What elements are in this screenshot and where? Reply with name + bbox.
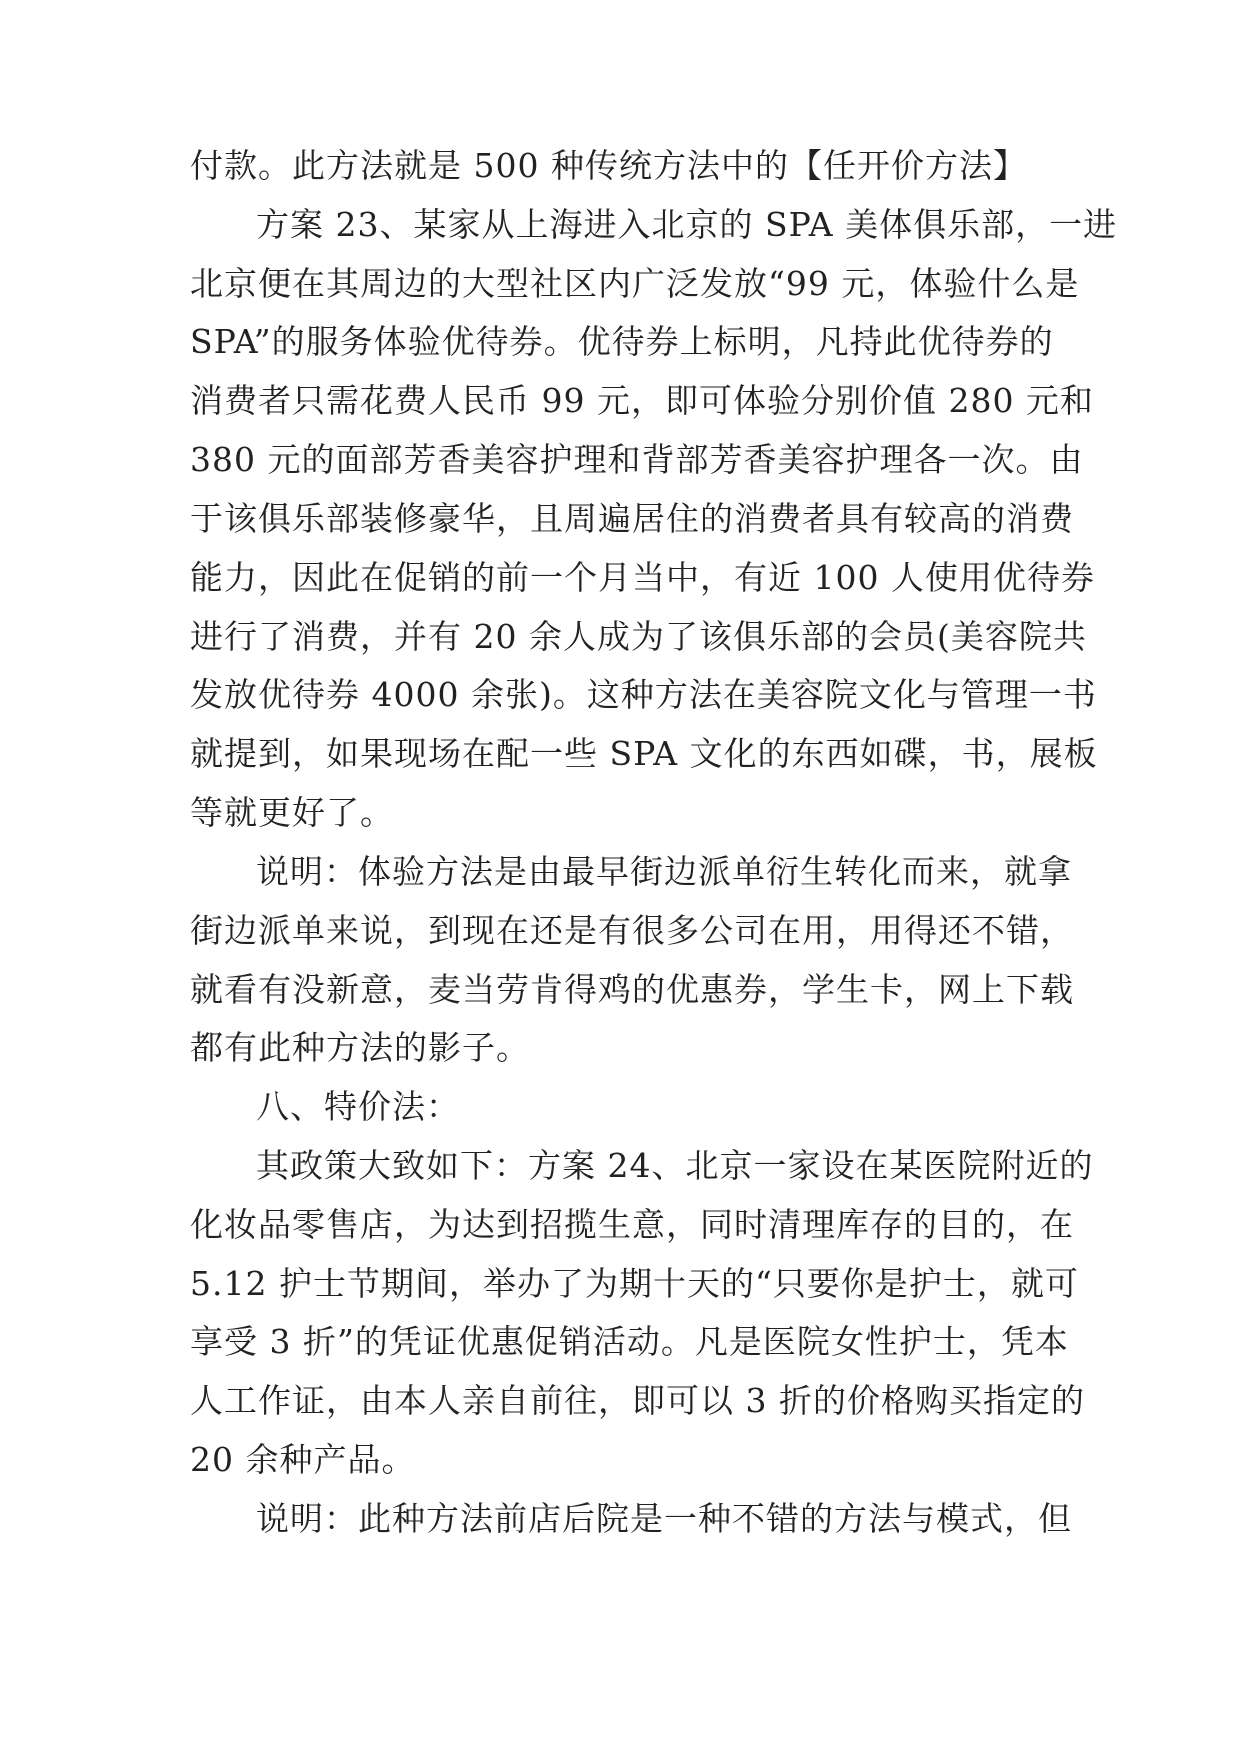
text-line: 就提到，如果现场在配一些 SPA 文化的东西如碟，书，展板: [190, 734, 1098, 773]
text-line: 其政策大致如下：方案 24、北京一家设在某医院附近的: [256, 1146, 1094, 1185]
text-line: 进行了消费，并有 20 余人成为了该俱乐部的会员(美容院共: [190, 617, 1087, 656]
text-line: 发放优待券 4000 余张)。这种方法在美容院文化与管理一书: [190, 675, 1097, 714]
text-line: 消费者只需花费人民币 99 元，即可体验分别价值 280 元和: [190, 381, 1094, 420]
text-line: 说明：体验方法是由最早街边派单衍生转化而来，就拿: [256, 852, 1072, 891]
text-line: 能力，因此在促销的前一个月当中，有近 100 人使用优待券: [190, 558, 1095, 597]
text-line: 于该俱乐部装修豪华，且周遍居住的消费者具有较高的消费: [190, 499, 1074, 538]
text-line: 等就更好了。: [190, 793, 394, 832]
text-line: 就看有没新意，麦当劳肯得鸡的优惠券，学生卡，网上下载: [190, 970, 1074, 1009]
text-line: 付款。此方法就是 500 种传统方法中的【任开价方法】: [190, 146, 1027, 185]
text-line: 化妆品零售店，为达到招揽生意，同时清理库存的目的，在: [190, 1205, 1074, 1244]
section-heading: 八、特价法：: [256, 1087, 460, 1126]
text-line: 街边派单来说，到现在还是有很多公司在用，用得还不错，: [190, 911, 1074, 950]
text-line: 20 余种产品。: [190, 1440, 416, 1479]
text-line: 人工作证，由本人亲自前往，即可以 3 折的价格购买指定的: [190, 1381, 1085, 1420]
text-line: 方案 23、某家从上海进入北京的 SPA 美体俱乐部，一进: [256, 205, 1118, 244]
text-line: 380 元的面部芳香美容护理和背部芳香美容护理各一次。由: [190, 440, 1084, 479]
text-line: 5.12 护士节期间，举办了为期十天的“只要你是护士，就可: [190, 1264, 1079, 1303]
text-line: 享受 3 折”的凭证优惠促销活动。凡是医院女性护士，凭本: [190, 1322, 1069, 1361]
text-line: 说明：此种方法前店后院是一种不错的方法与模式，但: [256, 1499, 1072, 1538]
text-line: 北京便在其周边的大型社区内广泛发放“99 元，体验什么是: [190, 264, 1080, 303]
text-line: SPA”的服务体验优待券。优待券上标明，凡持此优待券的: [190, 322, 1054, 361]
text-line: 都有此种方法的影子。: [190, 1028, 530, 1067]
